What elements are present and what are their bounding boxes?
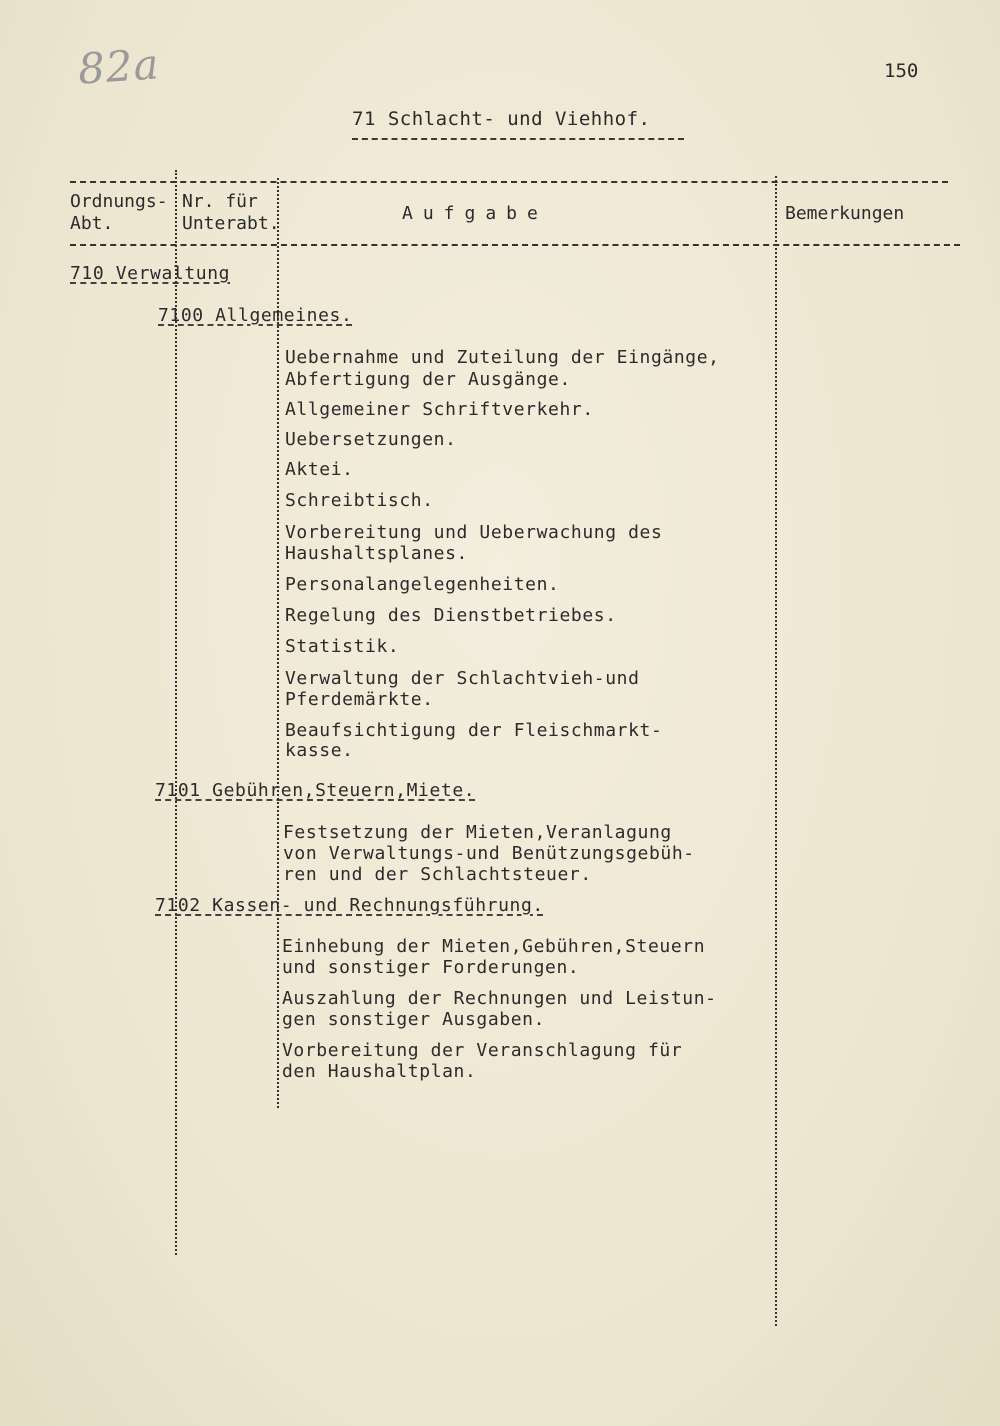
task-line: Uebernahme und Zuteilung der Eingänge, bbox=[285, 347, 720, 368]
page-title: 71 Schlacht- und Viehhof. bbox=[352, 108, 651, 130]
task-line: Allgemeiner Schriftverkehr. bbox=[285, 399, 594, 420]
task-line: Einhebung der Mieten,Gebühren,Steuern bbox=[282, 936, 706, 957]
task-line: Regelung des Dienstbetriebes. bbox=[285, 605, 617, 626]
task-line: Pferdemärkte. bbox=[285, 689, 434, 710]
col-header-unterabt: Unterabt. bbox=[182, 213, 280, 234]
task-line: und sonstiger Forderungen. bbox=[282, 957, 580, 978]
task-line: ren und der Schlachtsteuer. bbox=[283, 864, 592, 885]
table-top-rule bbox=[70, 181, 948, 183]
task-line: Verwaltung der Schlachtvieh-und bbox=[285, 668, 640, 689]
column-divider-3 bbox=[775, 176, 777, 1326]
task-line: Festsetzung der Mieten,Veranlagung bbox=[283, 822, 672, 843]
task-line: gen sonstiger Ausgaben. bbox=[282, 1009, 546, 1030]
task-line: Statistik. bbox=[285, 636, 400, 657]
col-header-nr-fuer: Nr. für bbox=[182, 191, 258, 212]
task-line: von Verwaltungs-und Benützungsgebüh- bbox=[283, 843, 695, 864]
task-line: Abfertigung der Ausgänge. bbox=[285, 369, 571, 390]
title-underline bbox=[352, 138, 684, 140]
task-line: kasse. bbox=[285, 740, 354, 761]
section-heading: 710 Verwaltung bbox=[70, 263, 231, 284]
header-bottom-rule bbox=[70, 244, 960, 246]
col-header-aufgabe: Aufgabe bbox=[402, 203, 548, 224]
task-line: Schreibtisch. bbox=[285, 490, 434, 511]
task-line: den Haushaltplan. bbox=[282, 1061, 477, 1082]
handwritten-note: 82a bbox=[76, 39, 162, 94]
task-line: Vorbereitung und Ueberwachung des bbox=[285, 522, 663, 543]
task-line: Beaufsichtigung der Fleischmarkt- bbox=[285, 720, 663, 741]
task-line: Haushaltsplanes. bbox=[285, 543, 468, 564]
task-line: Vorbereitung der Veranschlagung für bbox=[282, 1040, 683, 1061]
task-line: Auszahlung der Rechnungen und Leistun- bbox=[282, 988, 717, 1009]
group-heading-7102: 7102 Kassen- und Rechnungsführung. bbox=[155, 895, 544, 916]
column-divider-1 bbox=[175, 170, 177, 1255]
page-number: 150 bbox=[884, 60, 919, 82]
col-header-bemerkungen: Bemerkungen bbox=[785, 203, 905, 224]
task-line: Aktei. bbox=[285, 459, 354, 480]
col-header-ordnungs: Ordnungs- bbox=[70, 191, 168, 212]
col-header-abt: Abt. bbox=[70, 213, 114, 234]
group-heading-7101: 7101 Gebühren,Steuern,Miete. bbox=[155, 780, 476, 801]
group-heading-7100: 7100 Allgemeines. bbox=[158, 305, 353, 326]
task-line: Uebersetzungen. bbox=[285, 429, 457, 450]
task-line: Personalangelegenheiten. bbox=[285, 574, 560, 595]
